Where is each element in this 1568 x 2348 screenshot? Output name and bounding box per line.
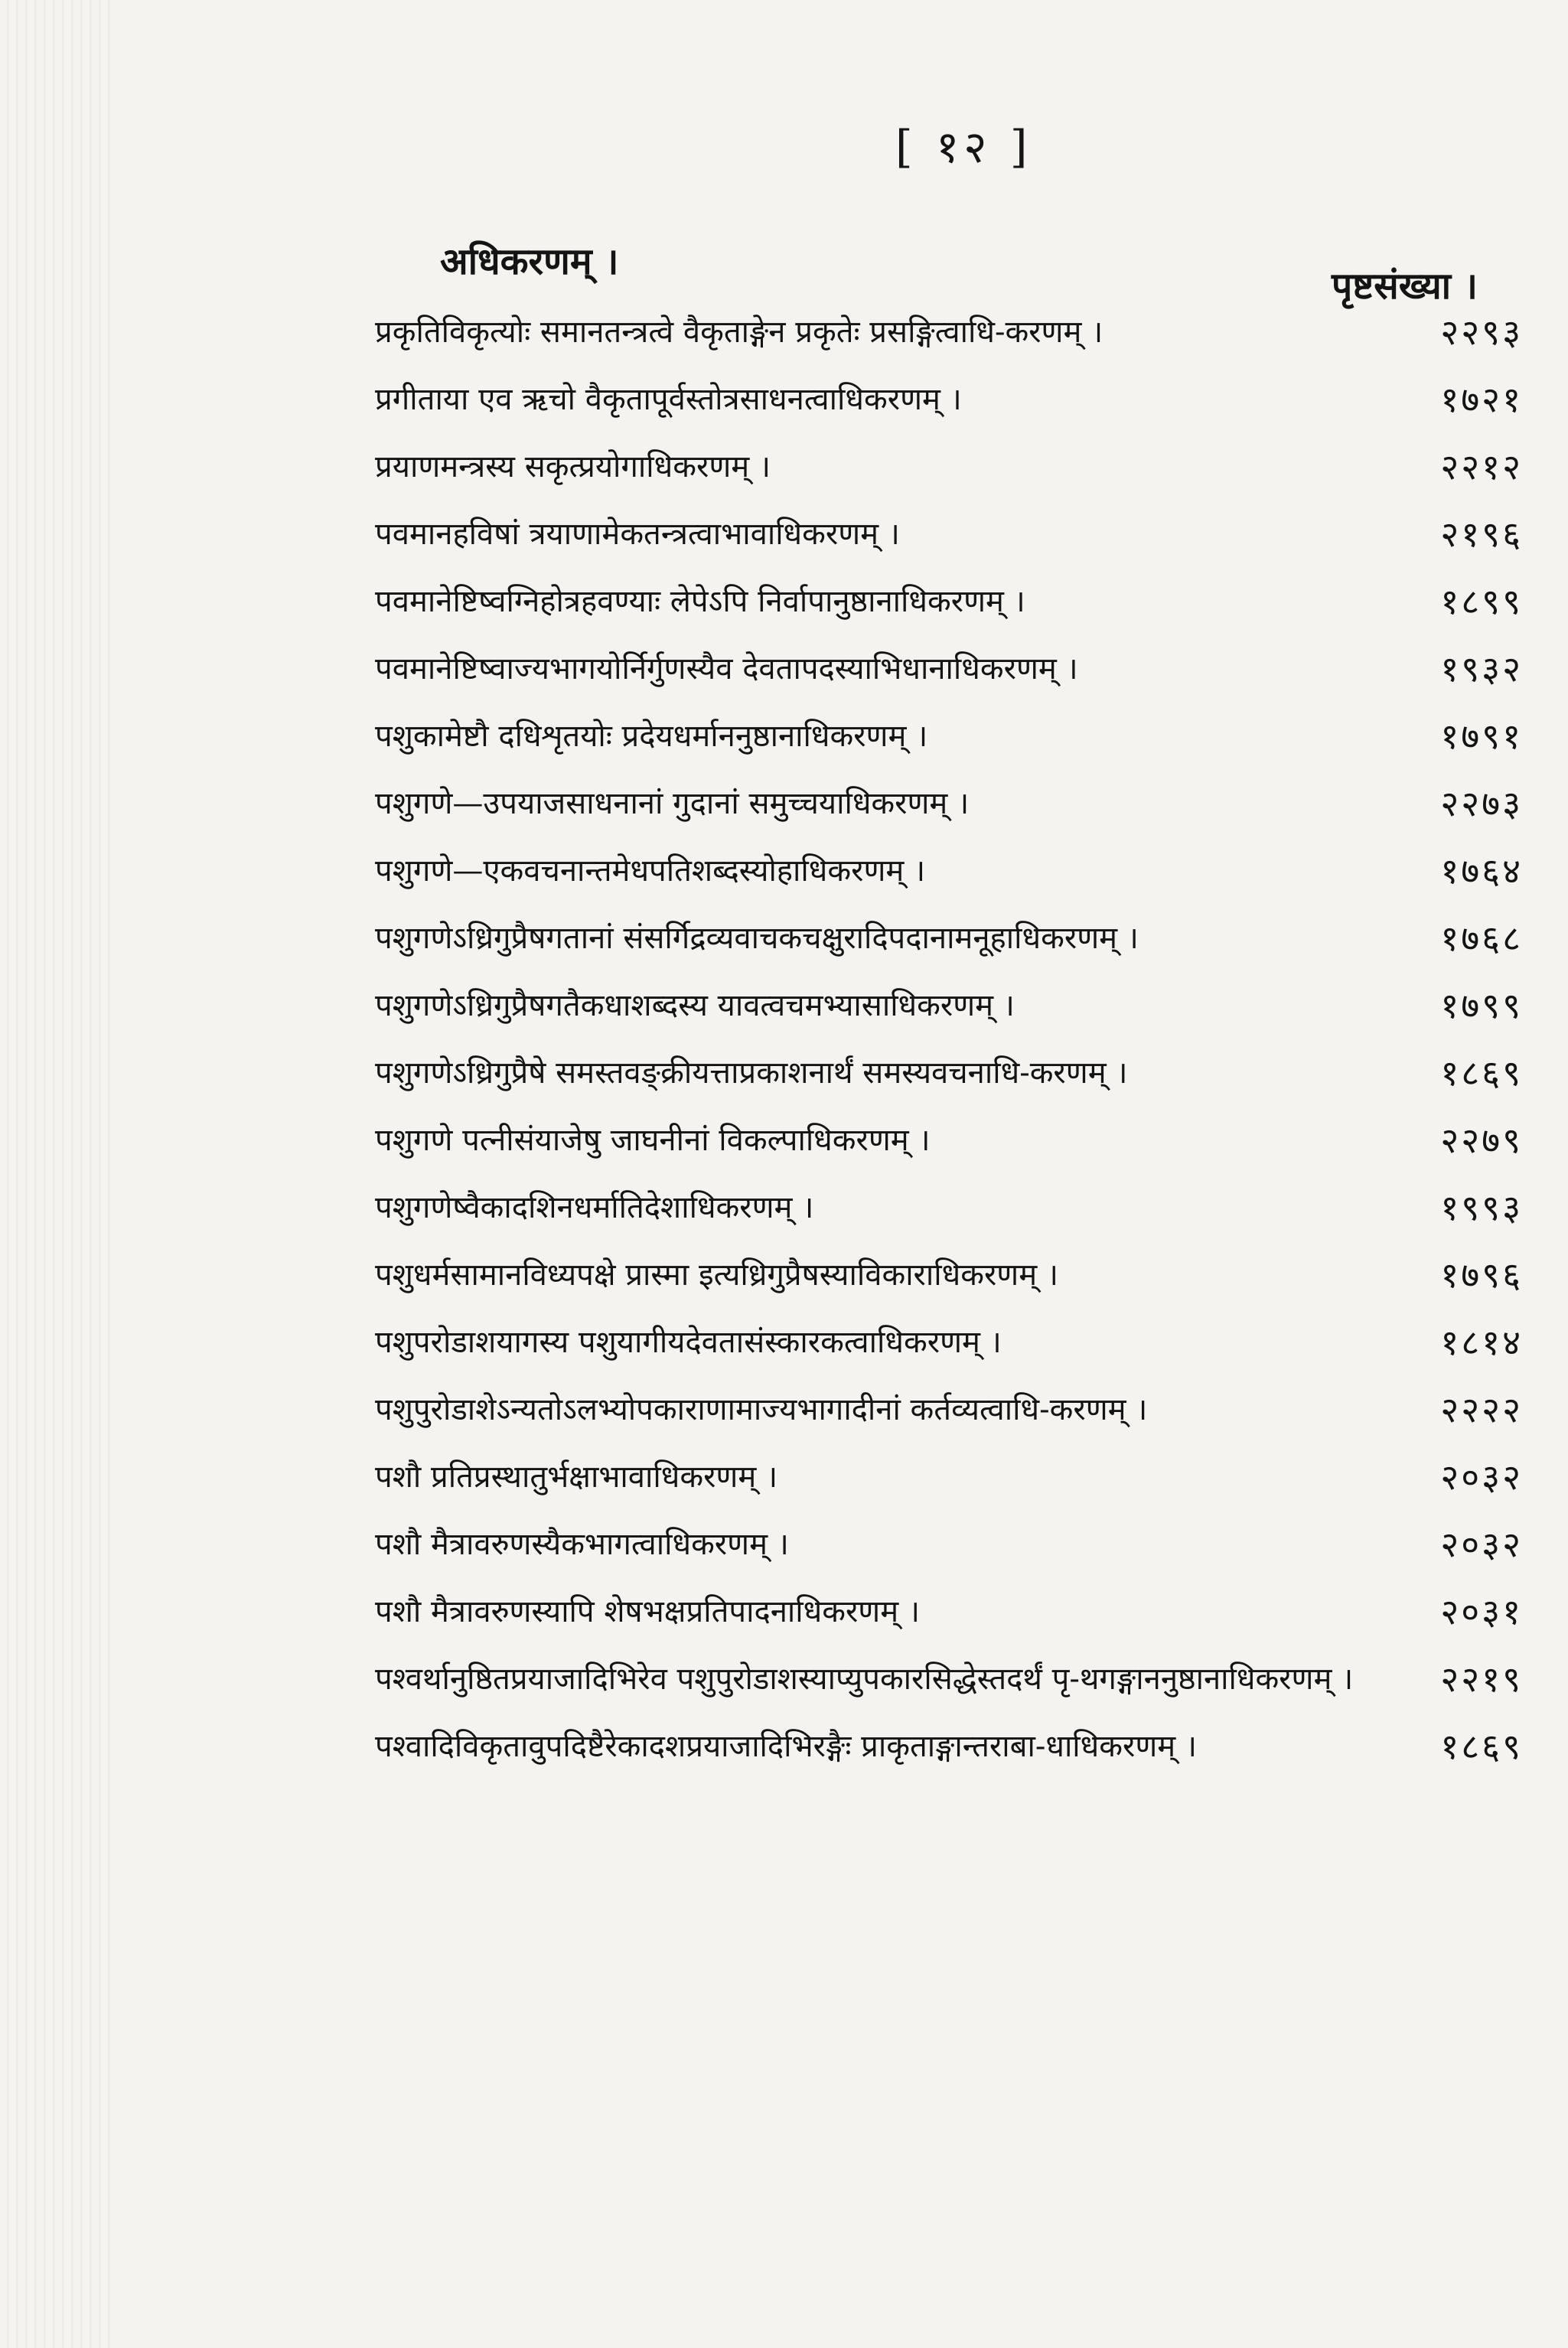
index-entry <box>375 508 1523 560</box>
entry-title: पशुगणे—उपयाजसाधनानां गुदानां समुच्चयाधिकरणम् । <box>375 786 970 821</box>
entry-page-number: १७६४ <box>1440 850 1523 892</box>
index-entry <box>375 980 1523 1032</box>
entry-title: पवमानेष्टिष्वग्निहोत्रहवण्याः लेपेऽपि निर्वापानुष्ठानाधिकरणम् । <box>375 584 1025 619</box>
entry-title: पशुगणेष्वैकादशिनधर्मातिदेशाधिकरणम् । <box>375 1190 814 1225</box>
column-header-adhikarana: अधिकरणम् । <box>440 240 619 283</box>
entry-page-number: १९९३ <box>1440 1187 1523 1228</box>
entry-page-number: १८६९ <box>1440 1052 1523 1094</box>
entry-page-number: १८९९ <box>1440 581 1523 622</box>
entry-title: पशुगणे पत्नीसंयाजेषु जाघनीनां विकल्पाधिकरणम् । <box>375 1123 931 1158</box>
index-entry <box>375 373 1523 426</box>
entry-title: प्रयाणमन्त्रस्य सकृत्प्रयोगाधिकरणम् । <box>375 449 771 484</box>
index-entry <box>375 576 1523 628</box>
entry-page-number: १७९१ <box>1440 716 1523 757</box>
index-entry <box>375 1316 1523 1368</box>
entry-title: प्रगीताया एव ऋचो वैकृतापूर्वस्तोत्रसाधनत्वाधिकरणम् । <box>375 382 962 417</box>
entry-title: पशुपरोडाशयागस्य पशुयागीयदेवतासंस्कारकत्वाधिकरणम् । <box>375 1325 1002 1360</box>
entry-title: प्रकृतिविकृत्योः समानतन्त्रत्वे वैकृताङ्गेन प्रकृतेः प्रसङ्गित्वाधि-करणम् । <box>375 315 1103 350</box>
index-entry <box>375 845 1523 897</box>
entry-page-number: १७६८ <box>1440 918 1523 959</box>
entry-page-number: २२१९ <box>1440 1658 1523 1700</box>
entry-title: पशुगणेऽध्रिगुप्रैषगतैकधाशब्दस्य यावत्वचमभ्यासाधिकरणम् । <box>375 988 1015 1023</box>
entry-title: पशुधर्मसामानविध्यपक्षे प्रास्मा इत्यध्रिगुप्रैषस्याविकाराधिकरणम् । <box>375 1257 1059 1293</box>
index-entry <box>375 1182 1523 1234</box>
index-entry <box>375 643 1523 695</box>
index-entry <box>375 778 1523 830</box>
entry-title: पशुपुरोडाशेऽन्यतोऽलभ्योपकाराणामाज्यभागादीनां कर्तव्यत्वाधि-करणम् । <box>375 1392 1148 1427</box>
entry-title: पश्वर्थानुष्ठितप्रयाजादिभिरेव पशुपुरोडाशस्याप्युपकारसिद्धेस्तदर्थं पृ-थगङ्गाननुष्ठानाधिकरणम् । <box>375 1662 1354 1697</box>
entry-page-number: १८६९ <box>1440 1726 1523 1767</box>
entry-page-number: १७२१ <box>1440 379 1523 420</box>
index-entry <box>375 441 1523 493</box>
index-entry <box>375 1451 1523 1503</box>
binding-edge <box>0 0 115 2348</box>
entry-page-number: २२२२ <box>1440 1389 1523 1430</box>
entry-page-number: २१९६ <box>1440 514 1523 555</box>
entry-page-number: २२९३ <box>1440 311 1523 353</box>
entry-title: पवमानेष्टिष्वाज्यभागयोर्निर्गुणस्यैव देवतापदस्याभिधानाधिकरणम् । <box>375 651 1078 686</box>
entry-page-number: २२७९ <box>1440 1120 1523 1161</box>
entry-page-number: २०३२ <box>1440 1524 1523 1565</box>
index-entry <box>375 306 1523 358</box>
entry-page-number: १७९९ <box>1440 985 1523 1026</box>
entry-title: पश्वादिविकृतावुपदिष्टैरेकादशप्रयाजादिभिरङ्गैः प्राकृताङ्गान्तराबा-धाधिकरणम् । <box>375 1729 1198 1764</box>
entry-page-number: २२१२ <box>1440 446 1523 488</box>
entry-title: पवमानहविषां त्रयाणामेकतन्त्रत्वाभावाधिकरणम् । <box>375 517 900 552</box>
entry-title: पशौ मैत्रावरुणस्यैकभागत्वाधिकरणम् । <box>375 1527 789 1562</box>
entry-page-number: १८१४ <box>1440 1322 1523 1363</box>
entry-title: पशुकामेष्टौ दधिशृतयोः प्रदेयधर्माननुष्ठानाधिकरणम् । <box>375 719 928 754</box>
index-entry <box>375 1518 1523 1570</box>
entry-title: पशौ प्रतिप्रस्थातुर्भक्षाभावाधिकरणम् । <box>375 1459 778 1495</box>
entry-title: पशुगणेऽध्रिगुप्रैषे समस्तवङ्क्रीयत्ताप्रकाशनार्थं समस्यवचनाधि-करणम् । <box>375 1055 1128 1091</box>
column-header-page-count: पृष्टसंख्या । <box>1332 265 1478 308</box>
page-number: [ १२ ] <box>895 121 1032 173</box>
index-entry <box>375 1653 1523 1705</box>
index-entry <box>375 1720 1523 1772</box>
entry-page-number: १९३२ <box>1440 648 1523 690</box>
index-entries <box>375 306 1523 1788</box>
entry-page-number: २२७३ <box>1440 783 1523 824</box>
index-entry <box>375 912 1523 964</box>
entry-title: पशौ मैत्रावरुणस्यापि शेषभक्षप्रतिपादनाधिकरणम् । <box>375 1594 921 1629</box>
entry-title: पशुगणेऽध्रिगुप्रैषगतानां संसर्गिद्रव्यवाचकचक्षुरादिपदानामनूहाधिकरणम् । <box>375 921 1139 956</box>
index-entry <box>375 1384 1523 1436</box>
entry-page-number: २०३२ <box>1440 1456 1523 1498</box>
entry-page-number: २०३१ <box>1440 1591 1523 1632</box>
index-entry <box>375 1047 1523 1099</box>
index-entry <box>375 1114 1523 1166</box>
index-entry <box>375 1249 1523 1301</box>
index-entry <box>375 710 1523 762</box>
entry-page-number: १७९६ <box>1440 1254 1523 1296</box>
entry-title: पशुगणे—एकवचनान्तमेधपतिशब्दस्योहाधिकरणम् । <box>375 853 926 889</box>
index-entry <box>375 1586 1523 1638</box>
